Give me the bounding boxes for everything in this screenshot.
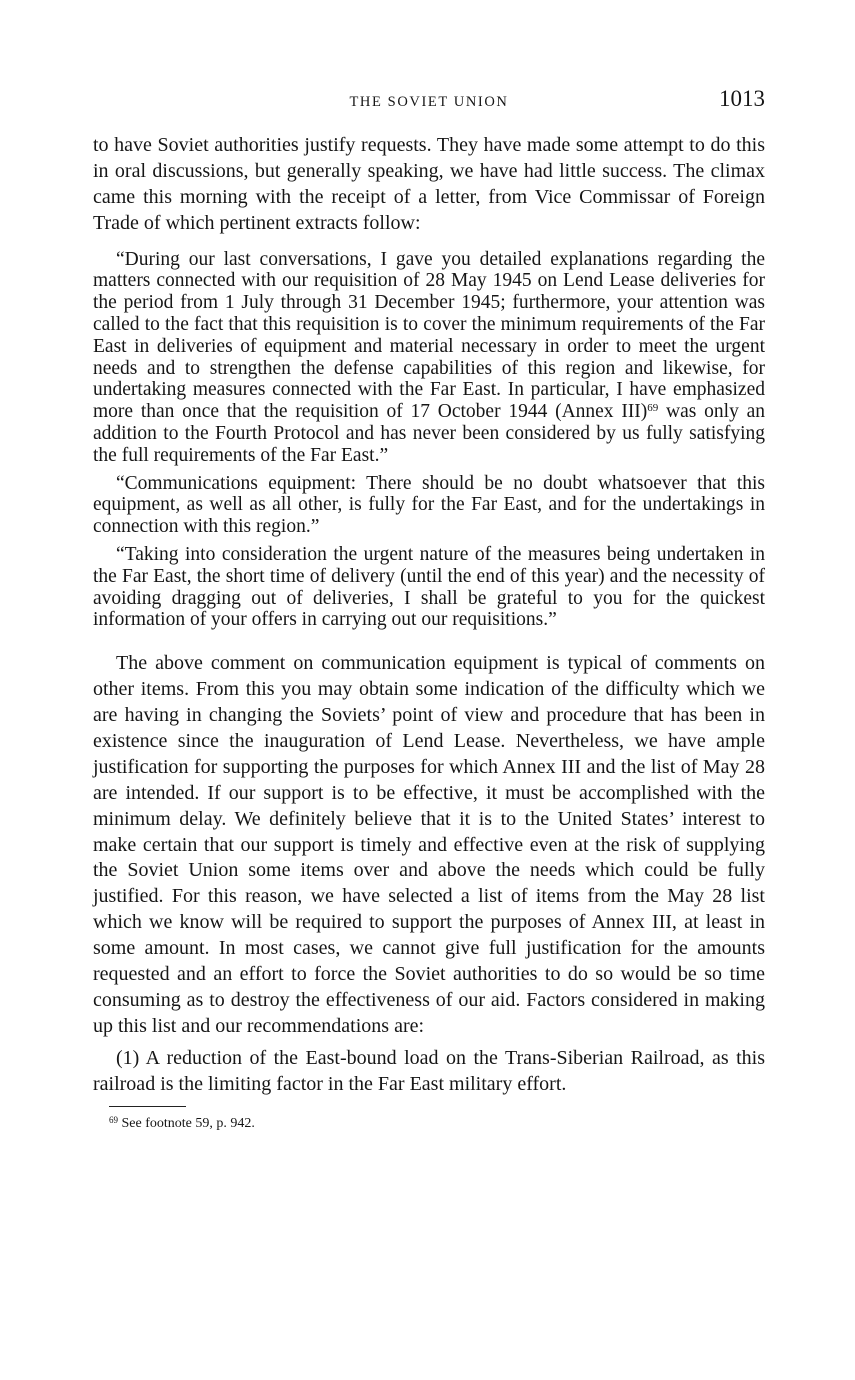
quote-1-text-a: “During our last conversations, I gave you detailed explanations regarding the matters connected with our requisition of 28 May 1945 on Lend Lease deliveries for the period from 1 July through 31 December 1945; furthermore, your attention was called to the fact that this requisition is to cover the minimum requirements of the Far East in deliveries of equipment and material necessary in order to meet the urgent needs and to strengthen the defense capabilities of this region and likewise, for undertaking measures connected with the Far East. In particular, I have emphasized more than once that the requisition of 17 October 1944 (Annex III) xyxy=(93,248,765,423)
running-header xyxy=(93,86,765,118)
quote-paragraph-2: “Communications equipment: There should be no doubt whatsoever that this equipment, as well as all other, is fully for the Far East, and for the undertakings in connection with this region.” xyxy=(93,472,765,538)
footnote-text: See footnote 59, p. 942. xyxy=(118,1115,255,1131)
quote-1-text-b: was only an addition to the Fourth Protocol and has never been considered by us fully satisfying the full requirements of the Far East.” xyxy=(93,401,765,466)
opening-paragraph: to have Soviet authorities justify requests. They have made some attempt to do this in oral discussions, but generally speaking, we have had little success. The climax came this morning with the receipt of a letter, from Vice Commissar of Foreign Trade of which pertinent extracts follow: xyxy=(93,134,765,234)
footnote-marker: 69 xyxy=(109,1114,118,1125)
body-text xyxy=(93,133,765,1133)
footnote-reference: 69 xyxy=(647,402,659,415)
footnote xyxy=(109,1115,765,1133)
page-number: 1013 xyxy=(719,86,765,111)
quote-paragraph-1 xyxy=(93,249,765,467)
list-item-1: (1) A reduction of the East-bound load on the Trans-Siberian Railroad, as this railroad is the limiting factor in the Far East military effort. xyxy=(93,1046,765,1095)
running-title: THE SOVIET UNION xyxy=(349,94,509,110)
body-paragraph-2: The above comment on communication equipment is typical of comments on other items. From this you may obtain some indication of the difficulty which we are having in changing the Soviets’ point of view and procedure that has been in existence since the inauguration of Lend Lease. Nevertheless, we have ample justification for supporting the purposes for which Annex III and the list of May 28 are intended. If our support is to be effective, it must be accomplished with the minimum delay. We definitely believe that it is to the United States’ interest to make certain that our support is timely and effective even at the risk of supplying the Soviet Union some items over and above the needs which could be fully justified. For this reason, we have selected a list of items from the May 28 list which we know will be required to support the purposes of Annex III, at least in some amount. In most cases, we cannot give full justification for the amounts requested and an effort to force the Soviet authorities to do so would be so time consuming as to destroy the effectiveness of our aid. Factors considered in making up this list and our recommendations are: xyxy=(93,652,765,1037)
quote-paragraph-3: “Taking into consideration the urgent nature of the measures being undertaken in the Far East, the short time of delivery (until the end of this year) and the necessity of avoiding dragging out of deliveries, I shall be grateful to you for the quickest information of your offers in carrying out our requisitions.” xyxy=(93,543,765,631)
footnote-divider xyxy=(109,1106,186,1107)
